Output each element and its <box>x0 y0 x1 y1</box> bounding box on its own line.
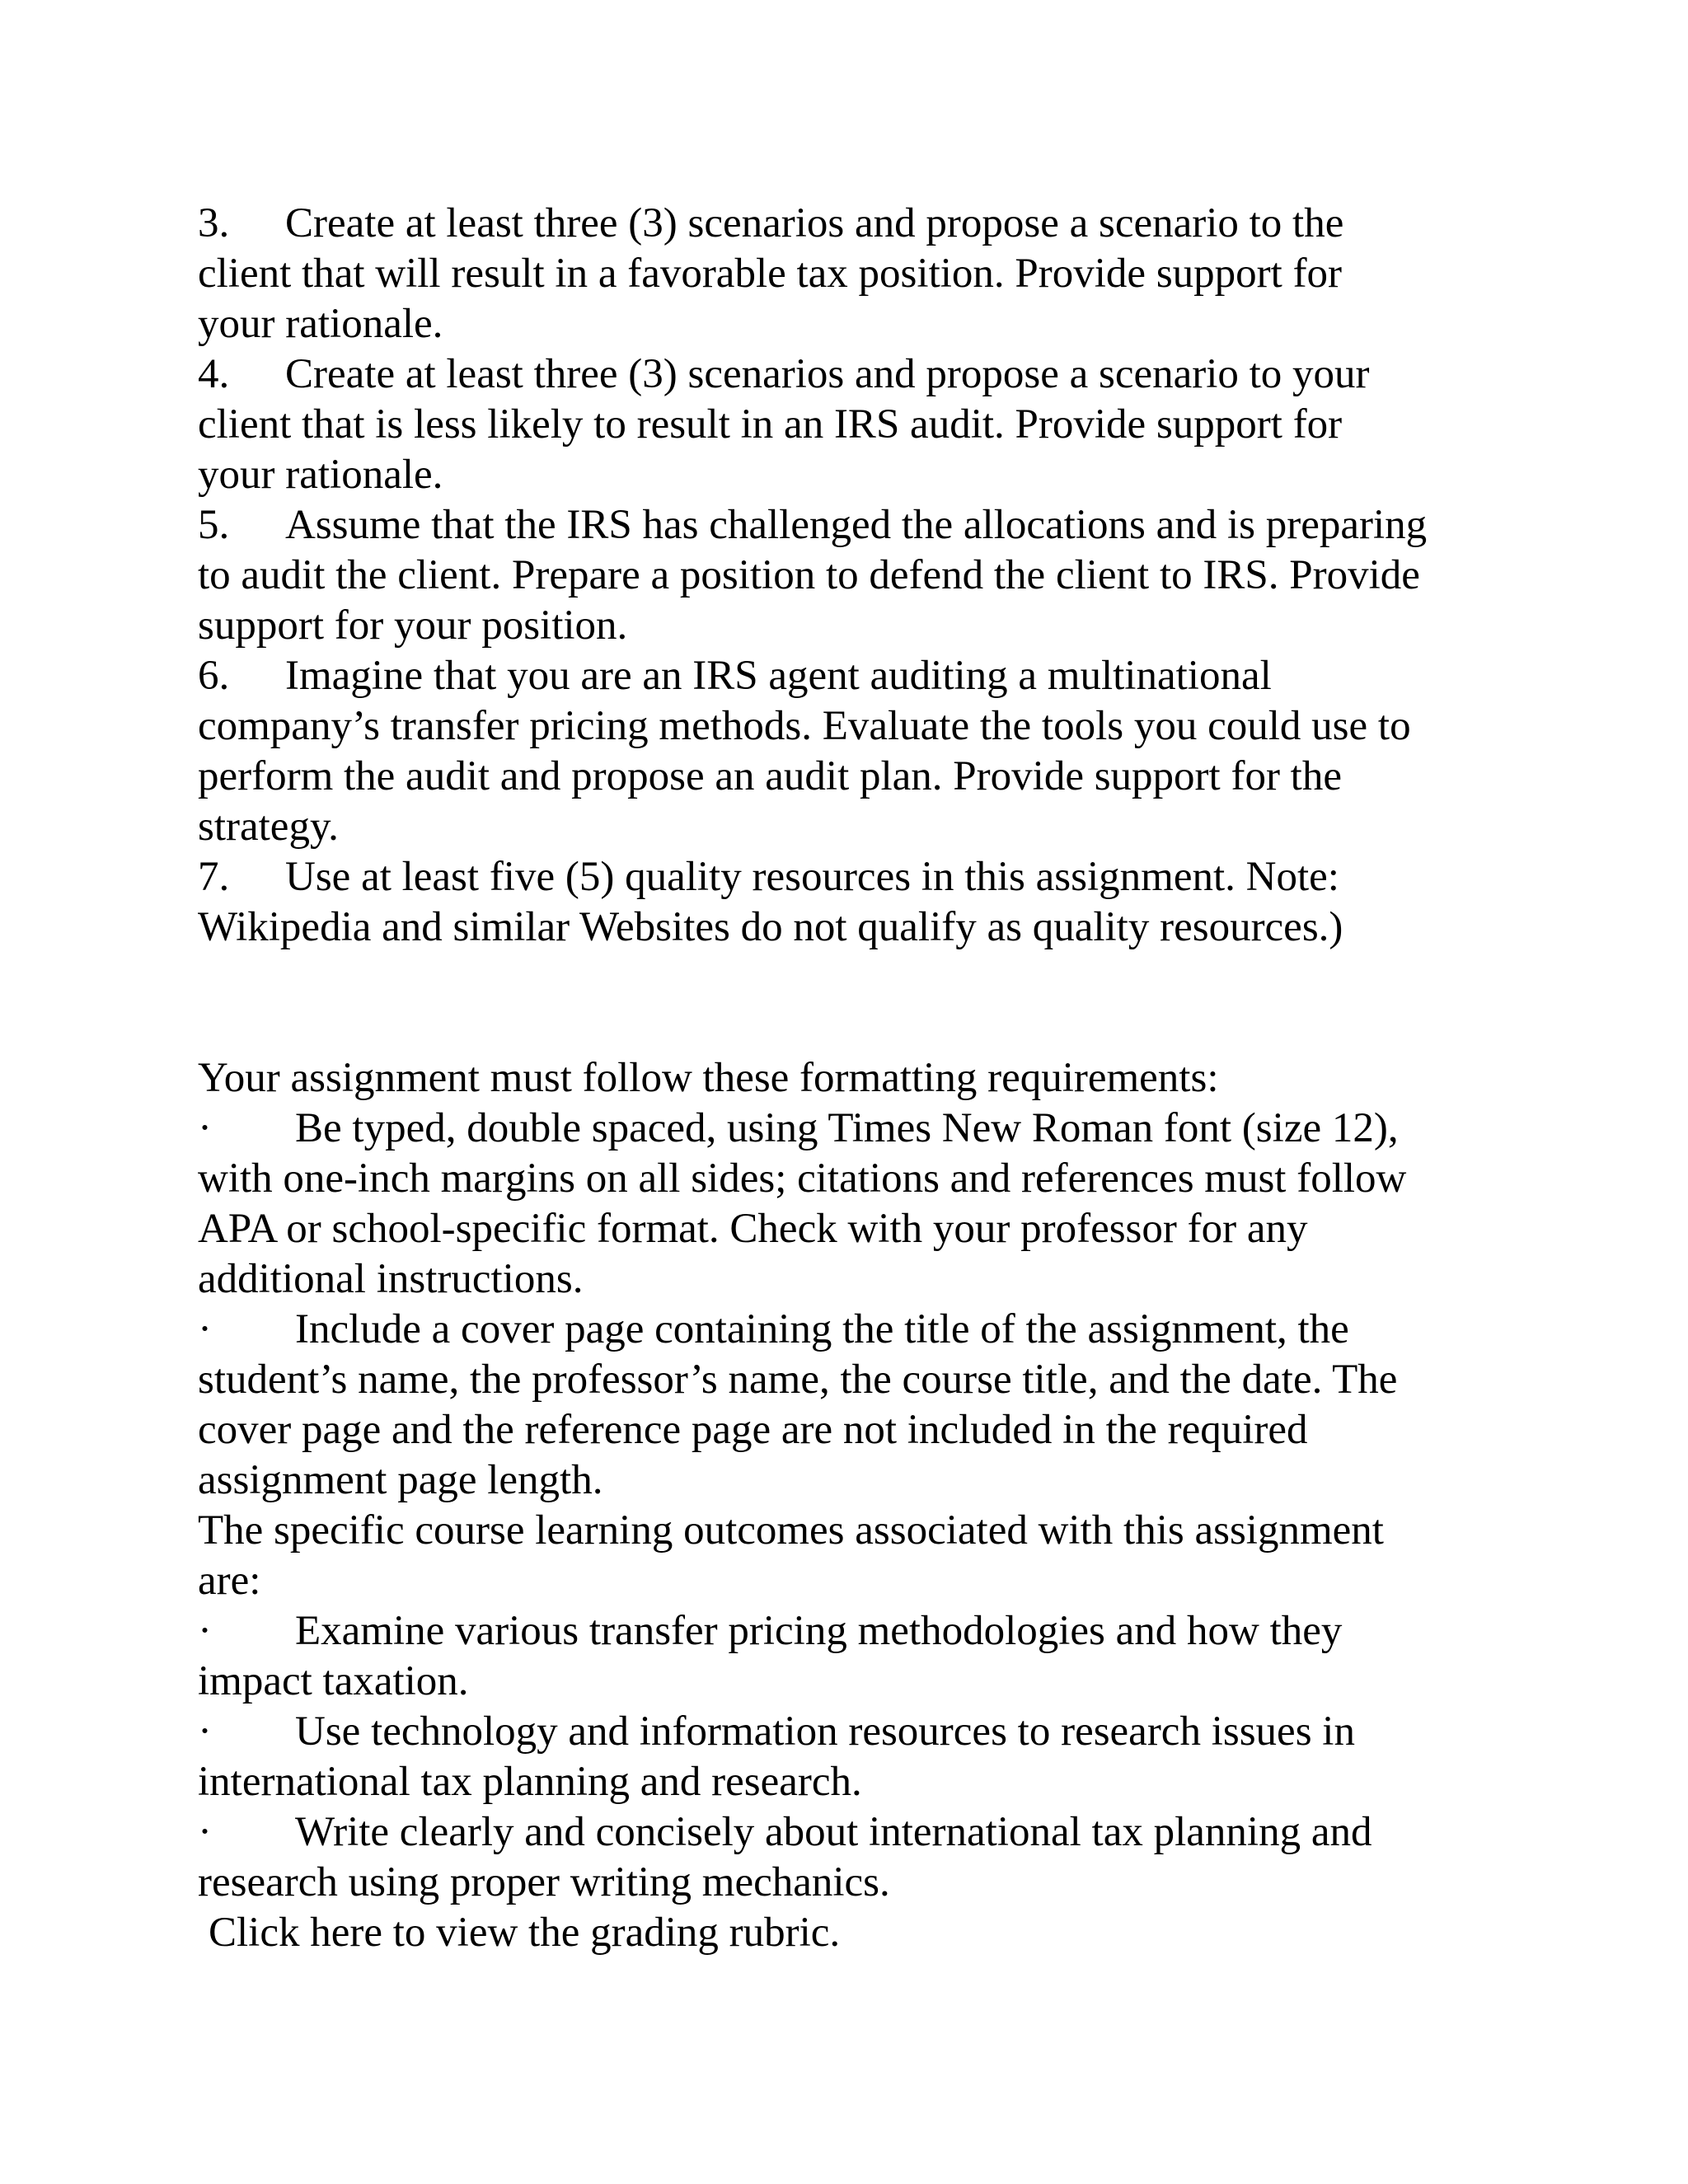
item-number: 4. <box>198 351 230 397</box>
bullet-text-line: international tax planning and research. <box>198 1759 862 1805</box>
bullet-text-line: with one-inch margins on all sides; citations and references must follow <box>198 1155 1407 1202</box>
grading-rubric-link[interactable]: Click here to view the grading rubric. <box>209 1910 841 1956</box>
item-text-line: support for your position. <box>198 602 628 649</box>
item-text-line: Create at least three (3) scenarios and propose a scenario to the <box>285 200 1344 246</box>
item-text-line: client that is less likely to result in an IRS audit. Provide support for <box>198 401 1343 448</box>
item-text-line: Use at least five (5) quality resources in this assignment. Note: <box>285 854 1339 900</box>
item-text-line: Assume that the IRS has challenged the allocations and is preparing <box>285 502 1428 548</box>
bullet-text-line: cover page and the reference page are not included in the required <box>198 1407 1308 1453</box>
bullet-text-line: additional instructions. <box>198 1256 584 1302</box>
item-number: 5. <box>198 502 230 548</box>
bullet-text-line: Write clearly and concisely about international tax planning and <box>295 1809 1372 1855</box>
bullet-text-line: research using proper writing mechanics. <box>198 1859 890 1905</box>
bullet-text-line: Use technology and information resources to research issues in <box>295 1708 1355 1755</box>
bullet-text-line: impact taxation. <box>198 1658 469 1704</box>
bullet-text-line: Be typed, double spaced, using Times New Roman font (size 12), <box>295 1105 1399 1151</box>
item-number: 7. <box>198 854 230 900</box>
bullet-marker: · <box>198 1306 212 1352</box>
outcomes-heading-line: are: <box>198 1558 261 1604</box>
item-text-line: Wikipedia and similar Websites do not qualify as quality resources.) <box>198 904 1343 950</box>
bullet-marker: · <box>198 1608 212 1654</box>
bullet-text-line: assignment page length. <box>198 1457 603 1503</box>
bullet-marker: · <box>198 1809 212 1855</box>
numbered-item-4 <box>198 349 1500 500</box>
item-text-line: strategy. <box>198 804 339 850</box>
bullet-text-line: student’s name, the professor’s name, the course title, and the date. The <box>198 1357 1398 1403</box>
outcome-bullet-3 <box>198 1807 1500 1908</box>
bullet-text-line: APA or school-specific format. Check with your professor for any <box>198 1206 1308 1252</box>
item-text-line: company’s transfer pricing methods. Evaluate the tools you could use to <box>198 703 1411 749</box>
numbered-item-7 <box>198 852 1500 953</box>
numbered-item-3 <box>198 199 1500 349</box>
item-number: 3. <box>198 200 230 246</box>
paragraph-gap <box>198 953 1500 1053</box>
formatting-section <box>198 1053 1500 1506</box>
item-text-line: Create at least three (3) scenarios and propose a scenario to your <box>285 351 1370 397</box>
document-body <box>198 199 1500 1958</box>
outcome-bullet-1 <box>198 1606 1500 1707</box>
item-number: 6. <box>198 653 230 699</box>
bullet-marker: · <box>198 1105 212 1151</box>
item-text-line: your rationale. <box>198 301 443 347</box>
item-text-line: your rationale. <box>198 452 443 498</box>
item-text-line: perform the audit and propose an audit plan. Provide support for the <box>198 753 1342 799</box>
bullet-text-line: Examine various transfer pricing methodologies and how they <box>295 1608 1343 1654</box>
numbered-item-5 <box>198 500 1500 651</box>
outcomes-section <box>198 1506 1500 1908</box>
item-text-line: client that will result in a favorable tax position. Provide support for <box>198 251 1343 297</box>
bullet-marker: · <box>198 1708 212 1755</box>
formatting-bullet-1 <box>198 1104 1500 1305</box>
item-text-line: to audit the client. Prepare a position to defend the client to IRS. Provide <box>198 552 1420 598</box>
item-text-line: Imagine that you are an IRS agent auditing a multinational <box>285 653 1272 699</box>
formatting-heading: Your assignment must follow these formatting requirements: <box>198 1055 1219 1101</box>
bullet-text-line: Include a cover page containing the title of the assignment, the <box>295 1306 1349 1352</box>
formatting-bullet-2 <box>198 1305 1500 1506</box>
outcome-bullet-2 <box>198 1707 1500 1807</box>
numbered-item-6 <box>198 651 1500 852</box>
outcomes-heading-line: The specific course learning outcomes associated with this assignment <box>198 1507 1384 1554</box>
